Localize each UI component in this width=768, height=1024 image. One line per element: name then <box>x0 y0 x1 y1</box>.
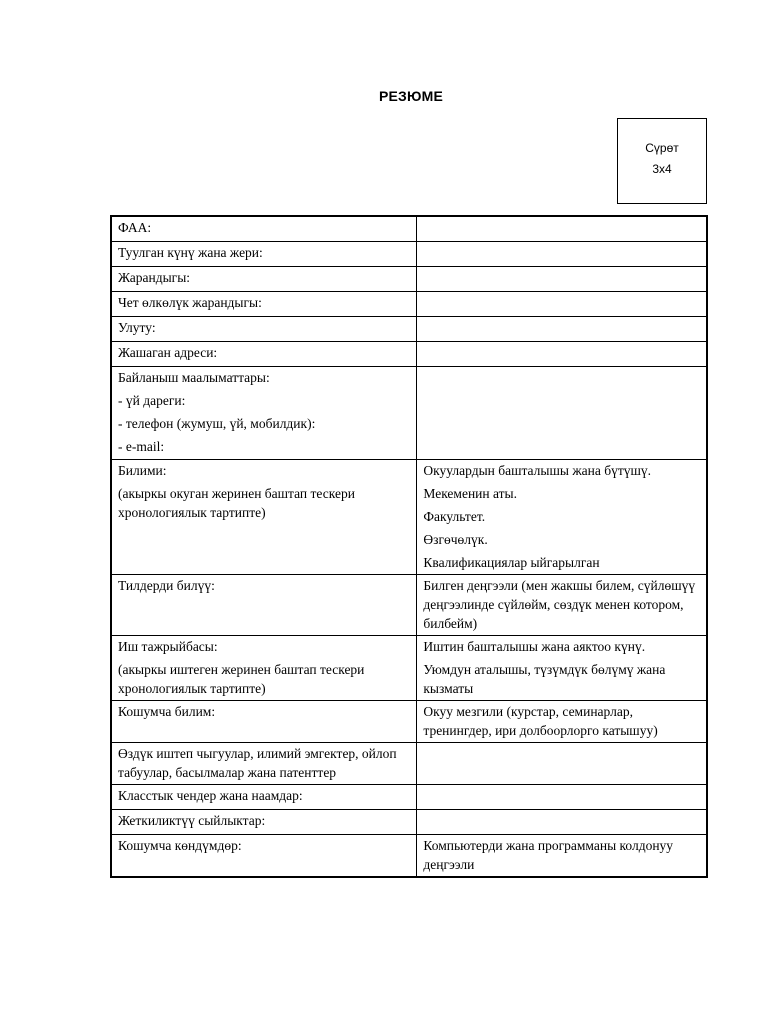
field-label-cell <box>111 367 417 460</box>
field-label-text: Билими: <box>118 463 167 478</box>
field-hint-cell <box>417 701 707 743</box>
field-value-cell[interactable] <box>417 342 707 367</box>
field-label-cell <box>111 785 417 810</box>
field-label-cell <box>111 810 417 835</box>
field-value-cell[interactable] <box>417 292 707 317</box>
field-label-text: Байланыш маалыматтары: <box>118 370 270 385</box>
table-row <box>111 342 707 367</box>
field-hint-text: Уюмдун аталышы, түзүмдүк бөлүмү жана кызматы <box>423 662 666 696</box>
field-label-text: Тилдерди билүү: <box>118 578 215 593</box>
table-row <box>111 216 707 242</box>
page-title: РЕЗЮМЕ <box>378 88 444 104</box>
table-row <box>111 267 707 292</box>
field-hint-text: Компьютерди жана программаны колдонуу деңгээли <box>423 838 674 872</box>
photo-placeholder <box>617 118 707 204</box>
field-label-text: Иш тажрыйбасы: <box>118 639 218 654</box>
field-label-cell <box>111 242 417 267</box>
table-row <box>111 636 707 701</box>
table-row <box>111 317 707 342</box>
field-value-cell[interactable] <box>417 216 707 242</box>
field-value-cell[interactable] <box>417 743 707 785</box>
field-value-cell[interactable] <box>417 317 707 342</box>
field-label-text: Жеткиликтүү сыйлыктар: <box>118 813 266 828</box>
field-hint-text: Иштин башталышы жана аяктоо күнү. <box>423 639 646 654</box>
field-label-cell <box>111 292 417 317</box>
field-hint-text: Мекеменин аты. <box>423 486 517 501</box>
field-label-cell <box>111 701 417 743</box>
field-value-cell[interactable] <box>417 242 707 267</box>
table-row <box>111 785 707 810</box>
field-label-cell <box>111 342 417 367</box>
field-label-text: - телефон (жумуш, үй, мобилдик): <box>118 416 316 431</box>
field-value-cell[interactable] <box>417 785 707 810</box>
field-value-cell[interactable] <box>417 367 707 460</box>
resume-form-table <box>110 215 708 878</box>
field-label-text: Кошумча көндүмдөр: <box>118 838 242 853</box>
field-hint-cell <box>417 636 707 701</box>
field-hint-cell <box>417 575 707 636</box>
field-label-text: Туулган күнү жана жери: <box>118 245 263 260</box>
field-hint-text: Факультет. <box>423 509 486 524</box>
field-label-text: ФАА: <box>118 220 152 235</box>
table-row <box>111 743 707 785</box>
field-label-cell <box>111 317 417 342</box>
table-row <box>111 460 707 575</box>
field-label-cell <box>111 267 417 292</box>
field-label-text: Жашаган адреси: <box>118 345 218 360</box>
field-label-text: - үй дареги: <box>118 393 186 408</box>
field-label-cell <box>111 575 417 636</box>
field-hint-cell <box>417 460 707 575</box>
field-hint-text: Квалификациялар ыйгарылган <box>423 555 600 570</box>
field-label-text: Класстык чендер жана наамдар: <box>118 788 303 803</box>
field-hint-cell <box>417 835 707 878</box>
field-value-cell[interactable] <box>417 267 707 292</box>
field-label-cell <box>111 835 417 878</box>
table-row <box>111 701 707 743</box>
field-label-text: Жарандыгы: <box>118 270 191 285</box>
table-row <box>111 242 707 267</box>
field-label-cell <box>111 216 417 242</box>
table-row <box>111 835 707 878</box>
field-label-cell <box>111 460 417 575</box>
field-label-text: (акыркы окуган жеринен баштап тескери хронологиялык тартипте) <box>118 486 355 520</box>
field-hint-text: Окуулардын башталышы жана бүтүшү. <box>423 463 652 478</box>
field-label-cell <box>111 636 417 701</box>
field-label-text: - e-mail: <box>118 439 165 454</box>
table-row <box>111 810 707 835</box>
field-hint-text: Окуу мезгили (курстар, семинарлар, тренингдер, ири долбоорлорго катышуу) <box>423 704 658 738</box>
field-label-text: Кошумча билим: <box>118 704 216 719</box>
field-hint-text: Билген деңгээли (мен жакшы билем, сүйлөшүү деңгээлинде сүйлөйм, сөздүк менен котором, билбейм) <box>423 578 696 631</box>
field-hint-text: Өзгөчөлүк. <box>423 532 488 547</box>
table-row <box>111 367 707 460</box>
field-label-cell <box>111 743 417 785</box>
table-row <box>111 575 707 636</box>
photo-label: Сүрөт <box>645 141 679 155</box>
field-label-text: Өздүк иштеп чыгуулар, илимий эмгектер, ойлоп табуулар, басылмалар жана патенттер <box>118 746 397 780</box>
field-label-text: Улуту: <box>118 320 156 335</box>
table-row <box>111 292 707 317</box>
photo-size: 3x4 <box>652 162 672 176</box>
field-label-text: (акыркы иштеген жеринен баштап тескери хронологиялык тартипте) <box>118 662 365 696</box>
field-value-cell[interactable] <box>417 810 707 835</box>
field-label-text: Чет өлкөлүк жарандыгы: <box>118 295 262 310</box>
